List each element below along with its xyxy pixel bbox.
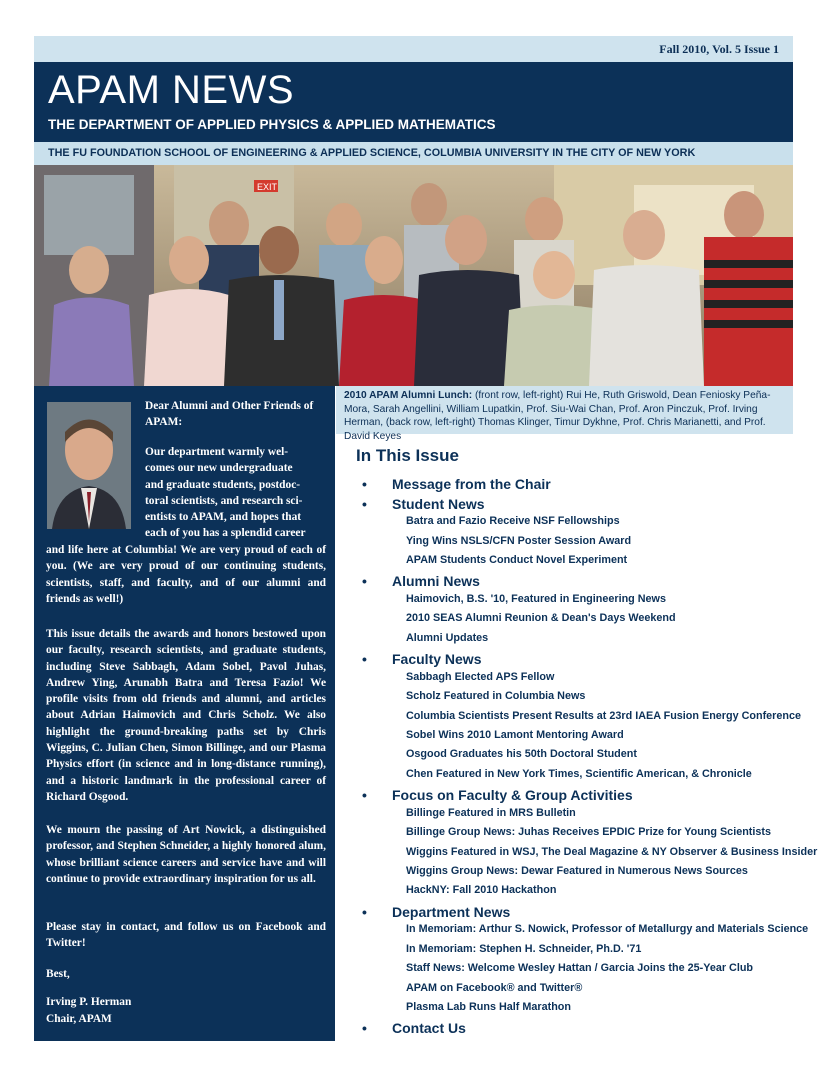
toc-section[interactable] <box>356 787 633 803</box>
letter-signature-name: Irving P. Herman <box>46 996 132 1008</box>
toc-item[interactable]: Columbia Scientists Present Results at 23rd IAEA Fusion Energy Conference <box>406 709 801 722</box>
bullet-icon: • <box>362 651 367 668</box>
toc-item[interactable]: Sabbagh Elected APS Fellow <box>406 670 555 683</box>
letter-p1-line1: Our department warmly wel- <box>145 446 289 458</box>
toc-item[interactable]: Sobel Wins 2010 Lamont Mentoring Award <box>406 729 624 741</box>
newsletter-subtitle: THE DEPARTMENT OF APPLIED PHYSICS & APPLIED MATHEMATICS <box>48 117 496 132</box>
school-name: THE FU FOUNDATION SCHOOL OF ENGINEERING & APPLIED SCIENCE, COLUMBIA UNIVERSITY IN THE CITY OF NEW YORK <box>48 147 696 159</box>
table-of-contents <box>356 446 818 1037</box>
letter-p1-line3: and graduate students, postdoc- <box>145 478 301 491</box>
toc-section[interactable] <box>356 651 481 667</box>
chair-portrait <box>47 402 131 529</box>
toc-section-title: Department News <box>392 903 511 920</box>
letter-closing: Best, <box>46 968 70 980</box>
newsletter-title: APAM NEWS <box>48 68 295 112</box>
issue-label: Fall 2010, Vol. 5 Issue 1 <box>659 42 779 56</box>
toc-item[interactable]: HackNY: Fall 2010 Hackathon <box>406 884 557 897</box>
toc-item[interactable]: In Memoriam: Stephen H. Schneider, Ph.D. '71 <box>406 942 642 955</box>
toc-section-title: Student News <box>392 495 485 512</box>
bullet-icon: • <box>362 573 367 590</box>
letter-signature-role: Chair, APAM <box>46 1013 112 1025</box>
bullet-icon: • <box>362 903 367 920</box>
toc-item[interactable]: Haimovich, B.S. '10, Featured in Engineering News <box>406 593 666 605</box>
toc-section-title: Alumni News <box>392 573 480 590</box>
letter-p1-line5: entists to APAM, and hopes that <box>145 511 302 524</box>
exit-sign: EXIT <box>257 182 278 192</box>
toc-section-title: Message from the Chair <box>392 476 551 492</box>
letter-p1-line6: each of you has a splendid career <box>145 527 306 540</box>
toc-item[interactable]: Plasma Lab Runs Half Marathon <box>406 1001 571 1013</box>
toc-item[interactable]: Batra and Fazio Receive NSF Fellowships <box>406 515 620 528</box>
toc-item[interactable]: APAM on Facebook® and Twitter® <box>406 981 583 994</box>
toc-item[interactable]: Osgood Graduates his 50th Doctoral Student <box>406 748 637 761</box>
group-photo-image <box>34 165 793 386</box>
letter-greeting: Dear Alumni and Other Friends of APAM: <box>145 400 314 429</box>
toc-item[interactable]: Chen Featured in New York Times, Scientific American, & Chronicle <box>406 767 752 780</box>
toc-section[interactable] <box>356 573 480 589</box>
toc-section-title: Contact Us <box>392 1020 466 1037</box>
bullet-icon: • <box>362 1020 367 1037</box>
letter-paragraph-2: This issue details the awards and honors bestowed upon our faculty, research scientists, and graduate students, including Steve Sabbagh, Adam Sobel, Pavol Juhas, Andrew Ying, Arunabh Batra and Teresa Fazio! We profile visits from old friends and alumni, and articles about Adrian Haimovich and Chris Scholz. We also highlight the ground-breaking paths set by Chris Wiggins, C. Julian Chen, Simon Billinge, and our Plasma Physics effort (in science and in long-distance running), and a historic landmark in the professional career of Richard Osgood. <box>46 628 326 803</box>
bullet-icon: • <box>362 787 367 804</box>
bullet-icon: • <box>362 495 367 512</box>
toc-item[interactable]: Billinge Featured in MRS Bulletin <box>406 806 576 819</box>
toc-item[interactable]: Billinge Group News: Juhas Receives EPDIC Prize for Young Scientists <box>406 826 771 839</box>
chair-letter <box>34 386 335 1041</box>
toc-item[interactable]: Wiggins Featured in WSJ, The Deal Magazine & NY Observer & Business Insider <box>406 845 818 858</box>
caption-text: (front row, left-right) Rui He, Ruth Griswold, Dean Feniosky Peña-Mora, Sarah Angellini, William Lupatkin, Prof. Siu-Wai Chan, Prof. Aron Pinczuk, Prof. Irving Herman, (back row, left-right) Thomas Klinger, Timur Dykhne, Prof. Chris Marianetti, and Prof. David Keyes <box>344 390 771 442</box>
toc-item[interactable]: Scholz Featured in Columbia News <box>406 690 586 703</box>
toc-item[interactable]: Wiggins Group News: Dewar Featured in Numerous News Sources <box>406 865 748 877</box>
toc-item[interactable]: 2010 SEAS Alumni Reunion & Dean's Days Weekend <box>406 612 676 625</box>
school-bar <box>34 142 793 165</box>
letter-p1-line4: toral scientists, and research sci- <box>145 494 303 507</box>
toc-item[interactable]: In Memoriam: Arthur S. Nowick, Professor of Metallurgy and Materials Science <box>406 923 809 936</box>
toc-item[interactable]: Staff News: Welcome Wesley Hattan / Garcia Joins the 25-Year Club <box>406 962 754 975</box>
toc-item[interactable]: APAM Students Conduct Novel Experiment <box>406 554 628 566</box>
toc-item[interactable]: Ying Wins NSLS/CFN Poster Session Award <box>406 534 632 547</box>
toc-section[interactable] <box>356 1020 466 1036</box>
caption-lead: 2010 APAM Alumni Lunch: <box>344 390 473 401</box>
toc-section-title: Focus on Faculty & Group Activities <box>392 787 633 804</box>
toc-section[interactable] <box>356 496 485 512</box>
issue-bar <box>34 36 793 62</box>
toc-section-title: Faculty News <box>392 651 482 668</box>
letter-p1-rest: and life here at Columbia! We are very proud of each of you. (We are very proud of our continuing students, scientists, staff, and faculty, and of our alumni and friends as well!) <box>46 544 326 605</box>
group-photo <box>34 165 793 386</box>
bullet-icon: • <box>362 476 367 492</box>
chair-portrait-image <box>47 402 131 529</box>
toc-item[interactable]: Alumni Updates <box>406 631 489 644</box>
letter-p1-line2: comes our new undergraduate <box>145 462 293 475</box>
toc-heading: In This Issue <box>356 446 459 465</box>
photo-caption <box>336 386 793 442</box>
toc-section[interactable] <box>356 904 510 920</box>
masthead <box>34 62 793 142</box>
letter-paragraph-4: Please stay in contact, and follow us on Facebook and Twitter! <box>46 921 326 950</box>
toc-section[interactable] <box>356 476 551 492</box>
letter-paragraph-3: We mourn the passing of Art Nowick, a distinguished professor, and Stephen Schneider, a highly honored alum, whose brilliant science careers and service have and will continue to provide extraordinary inspiration for us all. <box>46 824 326 885</box>
